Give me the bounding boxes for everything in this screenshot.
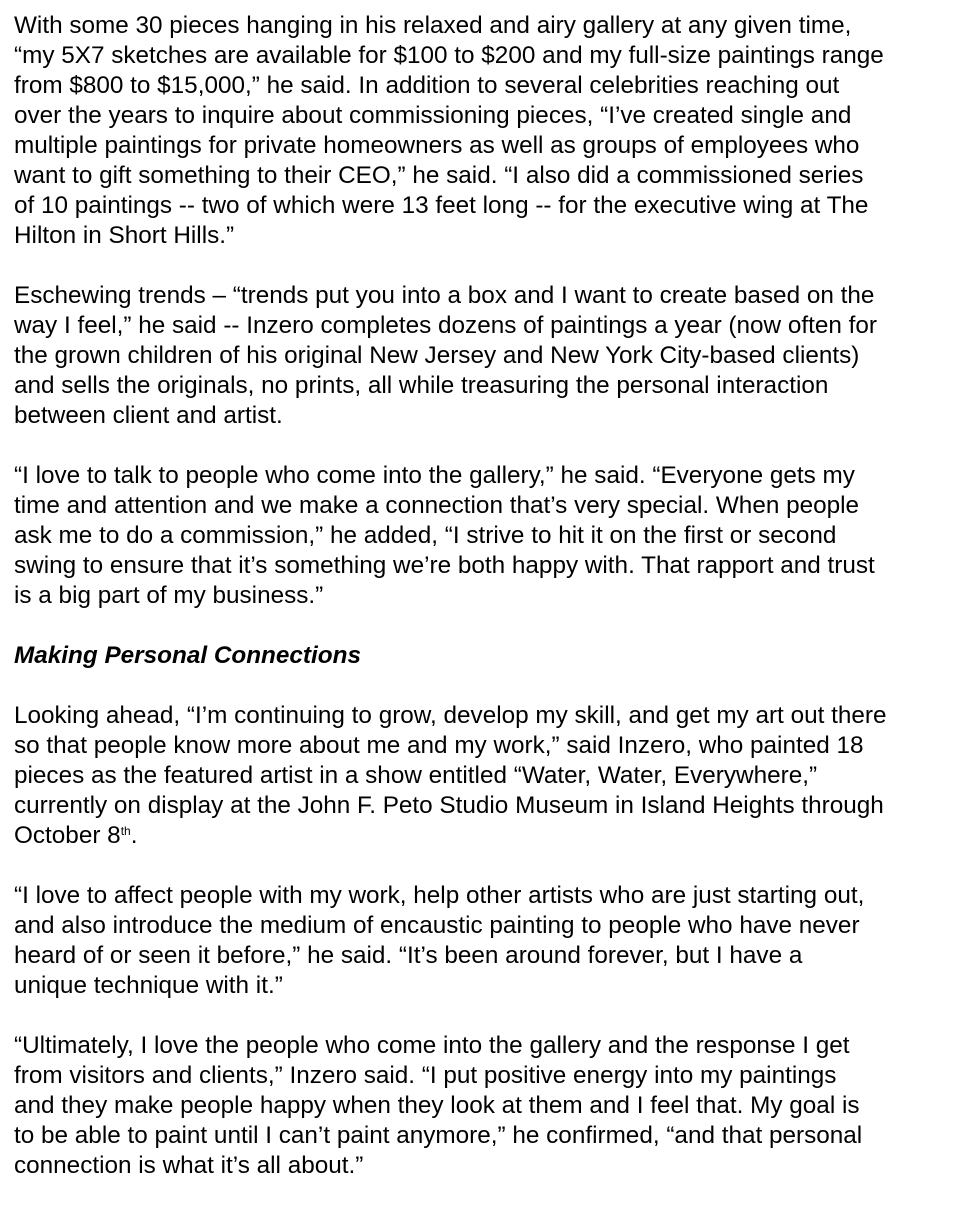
text-line: “I love to affect people with my work, help other artists who are just starting out,: [14, 882, 865, 909]
article-body: [14, 11, 954, 1211]
paragraph-gallery-pricing: [14, 11, 954, 251]
text-line: and also introduce the medium of encaustic painting to people who have never: [14, 912, 860, 939]
sentence-period: .: [130, 822, 138, 849]
text-line: connection is what it’s all about.”: [14, 1152, 364, 1179]
text-line: from visitors and clients,” Inzero said. “I put positive energy into my paintings: [14, 1062, 837, 1089]
text-line: so that people know more about me and my work,” said Inzero, who painted 18: [14, 732, 864, 759]
text-line: “Ultimately, I love the people who come into the gallery and the response I get: [14, 1032, 850, 1059]
text-line: the grown children of his original New Jersey and New York City-based clients): [14, 342, 860, 369]
text-line: and sells the originals, no prints, all while treasuring the personal interaction: [14, 372, 829, 399]
text-line: pieces as the featured artist in a show entitled “Water, Water, Everywhere,”: [14, 762, 818, 789]
text-line: swing to ensure that it’s something we’re both happy with. That rapport and trust: [14, 552, 875, 579]
text-line: “my 5X7 sketches are available for $100 to $200 and my full-size paintings range: [14, 42, 884, 69]
text-line: multiple paintings for private homeowners as well as groups of employees who: [14, 132, 860, 159]
paragraph-gallery-talk: [14, 461, 954, 611]
text-line: Eschewing trends – “trends put you into a box and I want to create based on the: [14, 282, 875, 309]
paragraph-ultimately: [14, 1031, 954, 1181]
text-line: Hilton in Short Hills.”: [14, 222, 235, 249]
text-line: is a big part of my business.”: [14, 582, 324, 609]
text-line: to be able to paint until I can’t paint anymore,” he confirmed, “and that personal: [14, 1122, 863, 1149]
paragraph-affect-people: [14, 881, 954, 1001]
ordinal-superscript: th: [120, 824, 131, 838]
text-line: and they make people happy when they look at them and I feel that. My goal is: [14, 1092, 860, 1119]
text-line: Looking ahead, “I’m continuing to grow, develop my skill, and get my art out there: [14, 702, 887, 729]
text-line: way I feel,” he said -- Inzero completes dozens of paintings a year (now often for: [14, 312, 877, 339]
text-line: want to gift something to their CEO,” he said. “I also did a commissioned series: [14, 162, 864, 189]
text-line: between client and artist.: [14, 402, 283, 429]
text-line: heard of or seen it before,” he said. “It’s been around forever, but I have a: [14, 942, 803, 969]
paragraph-eschewing-trends: [14, 281, 954, 431]
text-line: over the years to inquire about commissioning pieces, “I’ve created single and: [14, 102, 852, 129]
text-line: time and attention and we make a connection that’s very special. When people: [14, 492, 860, 519]
text-line: With some 30 pieces hanging in his relaxed and airy gallery at any given time,: [14, 12, 852, 39]
date-text: October 8: [14, 822, 121, 849]
text-line: from $800 to $15,000,” he said. In addition to several celebrities reaching out: [14, 72, 840, 99]
text-line: of 10 paintings -- two of which were 13 feet long -- for the executive wing at The: [14, 192, 869, 219]
text-line: ask me to do a commission,” he added, “I strive to hit it on the first or second: [14, 522, 837, 549]
text-line: unique technique with it.”: [14, 972, 283, 999]
section-heading: Making Personal Connections: [14, 642, 361, 669]
text-line: currently on display at the John F. Peto Studio Museum in Island Heights through: [14, 792, 884, 819]
paragraph-looking-ahead: [14, 701, 954, 851]
text-line-with-superscript: [14, 821, 954, 851]
text-line: “I love to talk to people who come into the gallery,” he said. “Everyone gets my: [14, 462, 855, 489]
